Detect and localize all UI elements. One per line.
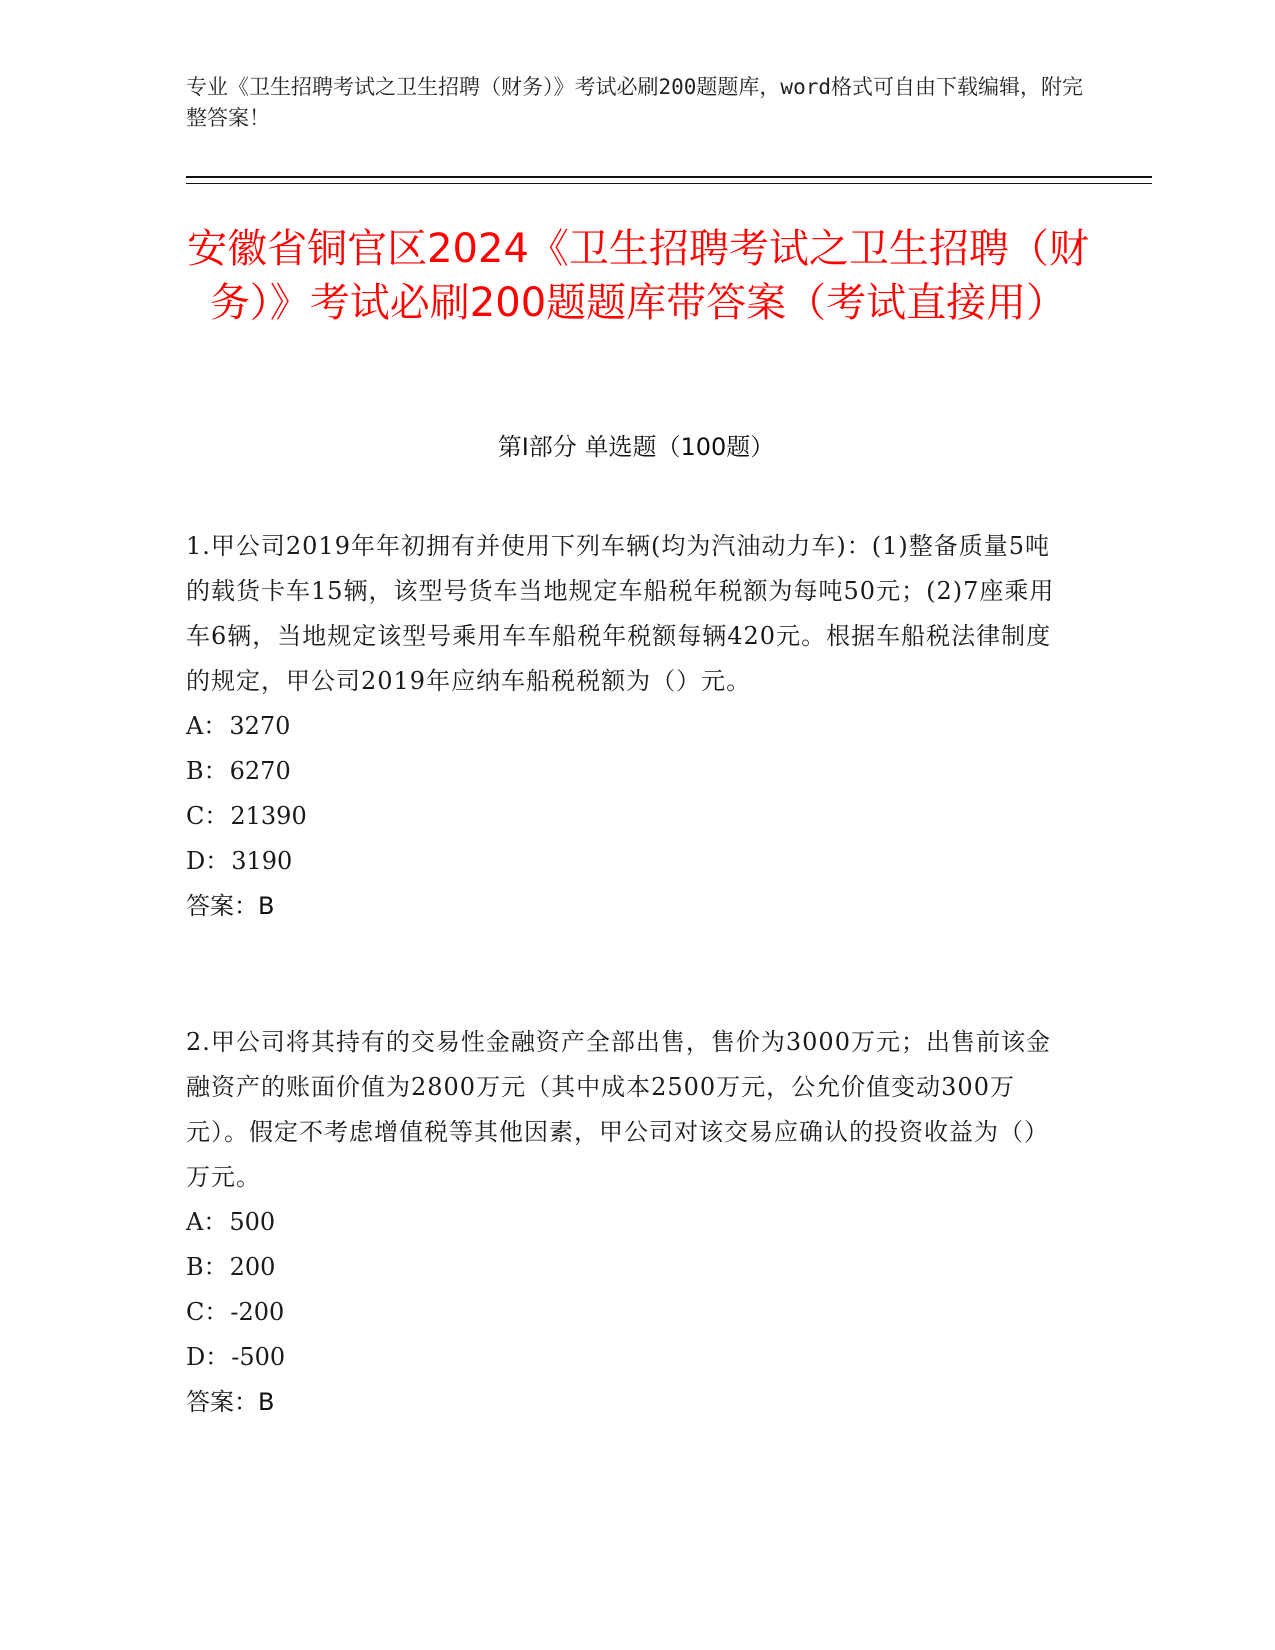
option-c	[186, 1290, 1066, 1335]
option-value: 3270	[229, 712, 291, 740]
option-a	[186, 1200, 1066, 1245]
option-label: A：	[186, 1208, 228, 1236]
option-label: D：	[186, 1343, 230, 1371]
option-value: -200	[230, 1298, 285, 1326]
question-stem: 2.甲公司将其持有的交易性金融资产全部出售，售价为3000万元；出售前该金融资产的账面价值为2800万元（其中成本2500万元，公允价值变动300万元）。假定不考虑增值税等其他因素，甲公司对该交易应确认的投资收益为（）万元。	[186, 1028, 1051, 1191]
header-rule-thick	[186, 176, 1152, 178]
option-a	[186, 704, 1066, 749]
section-heading: 第I部分 单选题（100题）	[497, 433, 775, 461]
option-d	[186, 1335, 1066, 1380]
option-b	[186, 749, 1066, 794]
option-value: 500	[229, 1208, 276, 1236]
option-d	[186, 839, 1066, 884]
option-label: B：	[186, 1253, 228, 1281]
option-label: D：	[186, 847, 230, 875]
option-value: 21390	[230, 802, 307, 830]
answer-line: 答案：B	[186, 1388, 275, 1416]
question-2	[186, 1020, 1066, 1425]
option-b	[186, 1245, 1066, 1290]
option-label: A：	[186, 712, 228, 740]
option-value: -500	[231, 1343, 286, 1371]
option-label: B：	[186, 757, 228, 785]
option-value: 6270	[229, 757, 291, 785]
question-1	[186, 524, 1066, 929]
option-value: 200	[229, 1253, 276, 1281]
option-label: C：	[186, 802, 229, 830]
answer-line: 答案：B	[186, 892, 275, 920]
option-c	[186, 794, 1066, 839]
header-note: 专业《卫生招聘考试之卫生招聘（财务）》考试必刷200题题库，word格式可自由下载编辑，附完整答案！	[186, 75, 1083, 130]
option-value: 3190	[231, 847, 293, 875]
question-stem: 1.甲公司2019年年初拥有并使用下列车辆(均为汽油动力车)：(1)整备质量5吨的载货卡车15辆，该型号货车当地规定车船税年税额为每吨50元；(2)7座乘用车6辆，当地规定该型号乘用车车船税年税额每辆420元。根据车船税法律制度的规定，甲公司2019年应纳车船税税额为（）元。	[186, 532, 1055, 695]
document-title: 安徽省铜官区2024《卫生招聘考试之卫生招聘（财务）》考试必刷200题题库带答案（考试直接用）	[187, 226, 1089, 326]
option-label: C：	[186, 1298, 229, 1326]
header-rule-thin	[186, 183, 1152, 184]
